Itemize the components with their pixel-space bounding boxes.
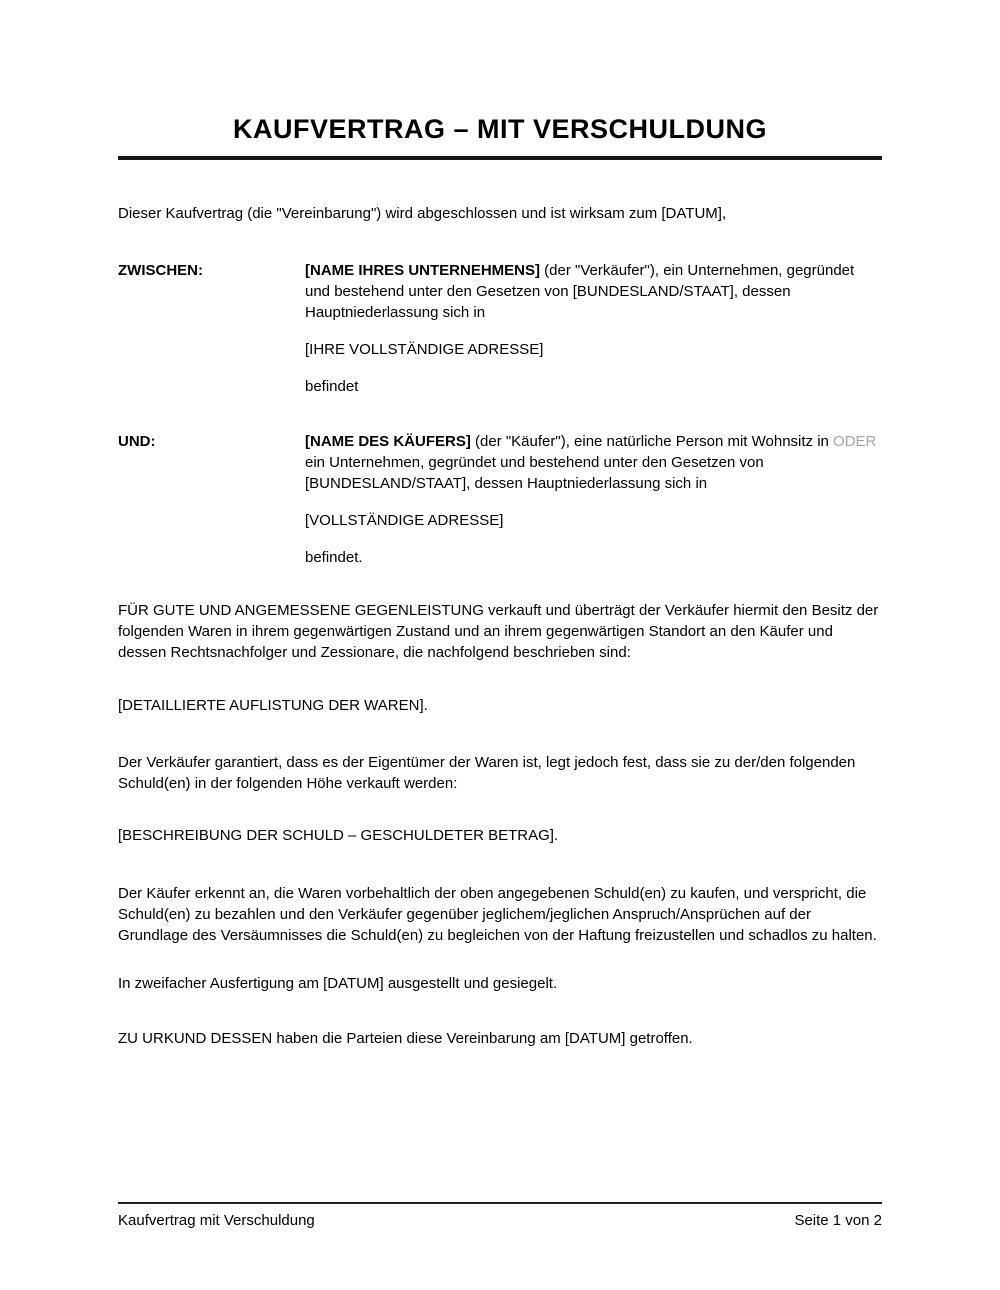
seller-closing: befindet [305,378,359,395]
consideration-paragraph: FÜR GUTE UND ANGEMESSENE GEGENLEISTUNG verkauft und überträgt der Verkäufer hiermit den Besitz der folgenden Waren in ihrem gegenwärtigen Zustand und an ihrem gegenwärtigen Standort an den Käufer und dessen Rechtsnachfolger und Zessionare, die nachfolgend beschrieben sind: [118,602,879,661]
page-footer [118,1202,882,1230]
seller-description-text: (der "Verkäufer"), ein Unternehmen, gegründet und bestehend unter den Gesetzen von [BUNDESLAND/STAAT], dessen Hauptniederlassung sich in [305,262,855,321]
page-title: KAUFVERTRAG – MIT VERSCHULDUNG [232,114,767,144]
footer-document-title: Kaufvertrag mit Verschuldung [118,1212,315,1229]
intro-paragraph: Dieser Kaufvertrag (die "Vereinbarung") wird abgeschlossen und ist wirksam zum [DATUM], [118,205,727,222]
buyer-name-placeholder: [NAME DES KÄUFERS] [305,433,471,450]
buyer-description-text-1: (der "Käufer"), eine natürliche Person mit Wohnsitz in [470,433,834,450]
footer-row [118,1212,882,1230]
acknowledgement-paragraph: Der Käufer erkennt an, die Waren vorbehaltlich der oben angegebenen Schuld(en) zu kaufen, und verspricht, die Schuld(en) zu bezahlen und den Verkäufer gegenüber jeglichem/jeglichen Anspruch/Ansprüchen auf der Grundlage des Versäumnisses die Schuld(en) zu begleichen von der Haftung freizustellen und schadlos zu halten. [118,885,877,944]
buyer-closing: befindet. [305,549,363,566]
seller-description [305,260,882,323]
party-label-zwischen: ZWISCHEN: [118,262,203,279]
footer-rule [118,1202,882,1204]
goods-list-placeholder: [DETAILLIERTE AUFLISTUNG DER WAREN]. [118,697,428,714]
buyer-or-word: ODER [833,433,877,450]
party-block-buyer [118,431,882,568]
buyer-description [305,431,882,494]
buyer-description-text-2: ein Unternehmen, gegründet und bestehend unter den Gesetzen von [BUNDESLAND/STAAT], dessen Hauptniederlassung sich in [305,454,764,492]
party-block-seller [118,260,882,397]
seller-address-placeholder: [IHRE VOLLSTÄNDIGE ADRESSE] [305,341,544,358]
buyer-address-placeholder: [VOLLSTÄNDIGE ADRESSE] [305,512,504,529]
warranty-paragraph: Der Verkäufer garantiert, dass es der Eigentümer der Waren ist, legt jedoch fest, dass sie zu der/den folgenden Schuld(en) in der folgenden Höhe verkauft werden: [118,754,856,792]
title-rule [118,156,882,160]
party-body-seller [305,260,882,397]
footer-page-number: Seite 1 von 2 [794,1212,882,1229]
execution-paragraph: In zweifacher Ausfertigung am [DATUM] ausgestellt und gesiegelt. [118,975,558,992]
party-label-und: UND: [118,433,156,450]
witness-paragraph: ZU URKUND DESSEN haben die Parteien diese Vereinbarung am [DATUM] getroffen. [118,1030,693,1047]
debt-description-placeholder: [BESCHREIBUNG DER SCHULD – GESCHULDETER BETRAG]. [118,827,559,844]
seller-name-placeholder: [NAME IHRES UNTERNEHMENS] [305,262,541,279]
party-body-buyer [305,431,882,568]
